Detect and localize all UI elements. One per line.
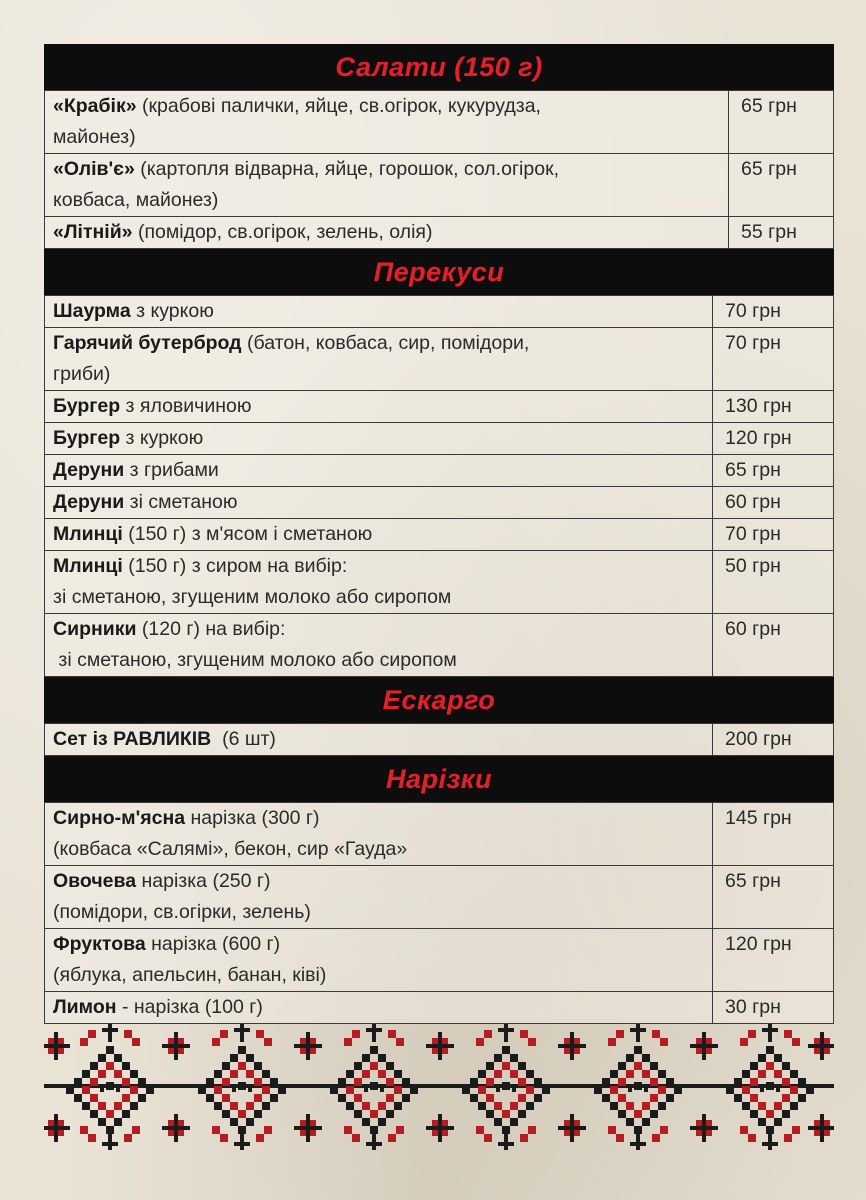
item-price: 60 грн — [713, 487, 834, 519]
item-name: Деруни — [53, 491, 125, 513]
menu-row — [45, 487, 834, 519]
item-description — [45, 551, 713, 614]
item-description — [45, 487, 713, 519]
menu-table — [44, 90, 834, 249]
menu-row — [45, 217, 834, 249]
item-name: Бургер — [53, 395, 121, 417]
item-price: 200 грн — [713, 724, 834, 756]
item-detail: зі сметаною — [124, 491, 238, 513]
item-detail-line2: зі сметаною, згущеним молоко або сиропом — [53, 586, 452, 608]
item-price: 145 грн — [713, 803, 834, 866]
section-salads — [44, 44, 834, 249]
menu-table — [44, 802, 834, 1024]
item-name: Гарячий бутерброд — [53, 332, 242, 354]
item-detail-line2: гриби) — [53, 363, 111, 385]
item-name: «Літній» — [53, 221, 133, 243]
menu-row — [45, 866, 834, 929]
menu-row — [45, 423, 834, 455]
item-name: Деруни — [53, 459, 125, 481]
menu-row — [45, 803, 834, 866]
menu-row — [45, 992, 834, 1024]
menu-row — [45, 328, 834, 391]
menu-page — [44, 44, 834, 1024]
item-description — [45, 455, 713, 487]
item-description — [45, 724, 713, 756]
item-name: Млинці — [53, 555, 123, 577]
item-price: 30 грн — [713, 992, 834, 1024]
section-title: Ескарго — [44, 677, 834, 723]
item-price: 70 грн — [713, 296, 834, 328]
item-description — [45, 91, 729, 154]
menu-row — [45, 929, 834, 992]
item-name: Шаурма — [53, 300, 131, 322]
item-detail: (помідор, св.огірок, зелень, олія) — [132, 221, 433, 243]
item-detail: з яловичиною — [120, 395, 252, 417]
menu-row — [45, 154, 834, 217]
item-description — [45, 328, 713, 391]
item-price: 65 грн — [713, 455, 834, 487]
item-name: Овочева — [53, 870, 137, 892]
item-detail-line2: (ковбаса «Салямі», бекон, сир «Гауда» — [53, 838, 408, 860]
menu-table — [44, 295, 834, 677]
item-price: 65 грн — [713, 866, 834, 929]
item-detail: з куркою — [130, 300, 214, 322]
item-name: РАВЛИКІВ — [113, 728, 212, 750]
item-description — [45, 391, 713, 423]
item-detail: нарізка (250 г) — [136, 870, 271, 892]
item-detail: нарізка (600 г) — [145, 933, 281, 955]
item-name: «Крабік» — [53, 95, 137, 117]
item-description — [45, 929, 713, 992]
item-description — [45, 423, 713, 455]
menu-row — [45, 296, 834, 328]
item-detail: - нарізка (100 г) — [116, 996, 263, 1018]
item-detail-line2: (яблука, апельсин, банан, ківі) — [53, 964, 327, 986]
item-detail-line2: зі сметаною, згущеним молоко або сиропом — [53, 649, 457, 671]
item-description — [45, 614, 713, 677]
menu-row — [45, 519, 834, 551]
item-detail: (батон, ковбаса, сир, помідори, — [241, 332, 530, 354]
item-detail: (крабові палички, яйце, св.огірок, кукурудза, — [136, 95, 541, 117]
item-price: 70 грн — [713, 328, 834, 391]
item-name: Лимон — [53, 996, 117, 1018]
item-name: Бургер — [53, 427, 121, 449]
item-description — [45, 803, 713, 866]
item-name-prefix: Сет із — [53, 728, 114, 750]
section-title: Нарізки — [44, 756, 834, 802]
item-detail: (6 шт) — [211, 728, 276, 750]
item-detail: (картопля відварна, яйце, горошок, сол.огірок, — [134, 158, 560, 180]
item-detail-line2: (помідори, св.огірки, зелень) — [53, 901, 311, 923]
item-detail: з грибами — [124, 459, 219, 481]
item-description — [45, 519, 713, 551]
item-price: 60 грн — [713, 614, 834, 677]
item-price: 120 грн — [713, 423, 834, 455]
section-escargot — [44, 677, 834, 756]
item-description — [45, 992, 713, 1024]
embroidery-ornament-icon — [44, 1024, 834, 1152]
item-price: 120 грн — [713, 929, 834, 992]
item-price: 65 грн — [729, 154, 834, 217]
item-price: 70 грн — [713, 519, 834, 551]
item-detail: (120 г) на вибір: — [136, 618, 286, 640]
item-description — [45, 296, 713, 328]
item-name: «Олів'є» — [53, 158, 135, 180]
item-name: Сирники — [53, 618, 137, 640]
menu-row — [45, 91, 834, 154]
item-detail-line2: майонез) — [53, 126, 136, 148]
menu-row — [45, 391, 834, 423]
section-snacks — [44, 249, 834, 677]
item-description — [45, 154, 729, 217]
menu-table — [44, 723, 834, 756]
item-price: 50 грн — [713, 551, 834, 614]
menu-row — [45, 551, 834, 614]
item-price: 130 грн — [713, 391, 834, 423]
section-title: Перекуси — [44, 249, 834, 295]
menu-row — [45, 614, 834, 677]
item-description — [45, 866, 713, 929]
item-detail: з куркою — [120, 427, 204, 449]
item-detail: нарізка (300 г) — [185, 807, 320, 829]
item-description — [45, 217, 729, 249]
item-detail: (150 г) з м'ясом і сметаною — [122, 523, 373, 545]
item-name: Млинці — [53, 523, 123, 545]
menu-row — [45, 455, 834, 487]
item-price: 55 грн — [729, 217, 834, 249]
item-detail-line2: ковбаса, майонез) — [53, 189, 219, 211]
menu-row — [45, 724, 834, 756]
item-detail: (150 г) з сиром на вибір: — [122, 555, 348, 577]
section-title: Салати (150 г) — [44, 44, 834, 90]
item-price: 65 грн — [729, 91, 834, 154]
item-name: Сирно-м'ясна — [53, 807, 186, 829]
item-name: Фруктова — [53, 933, 146, 955]
section-platters — [44, 756, 834, 1024]
